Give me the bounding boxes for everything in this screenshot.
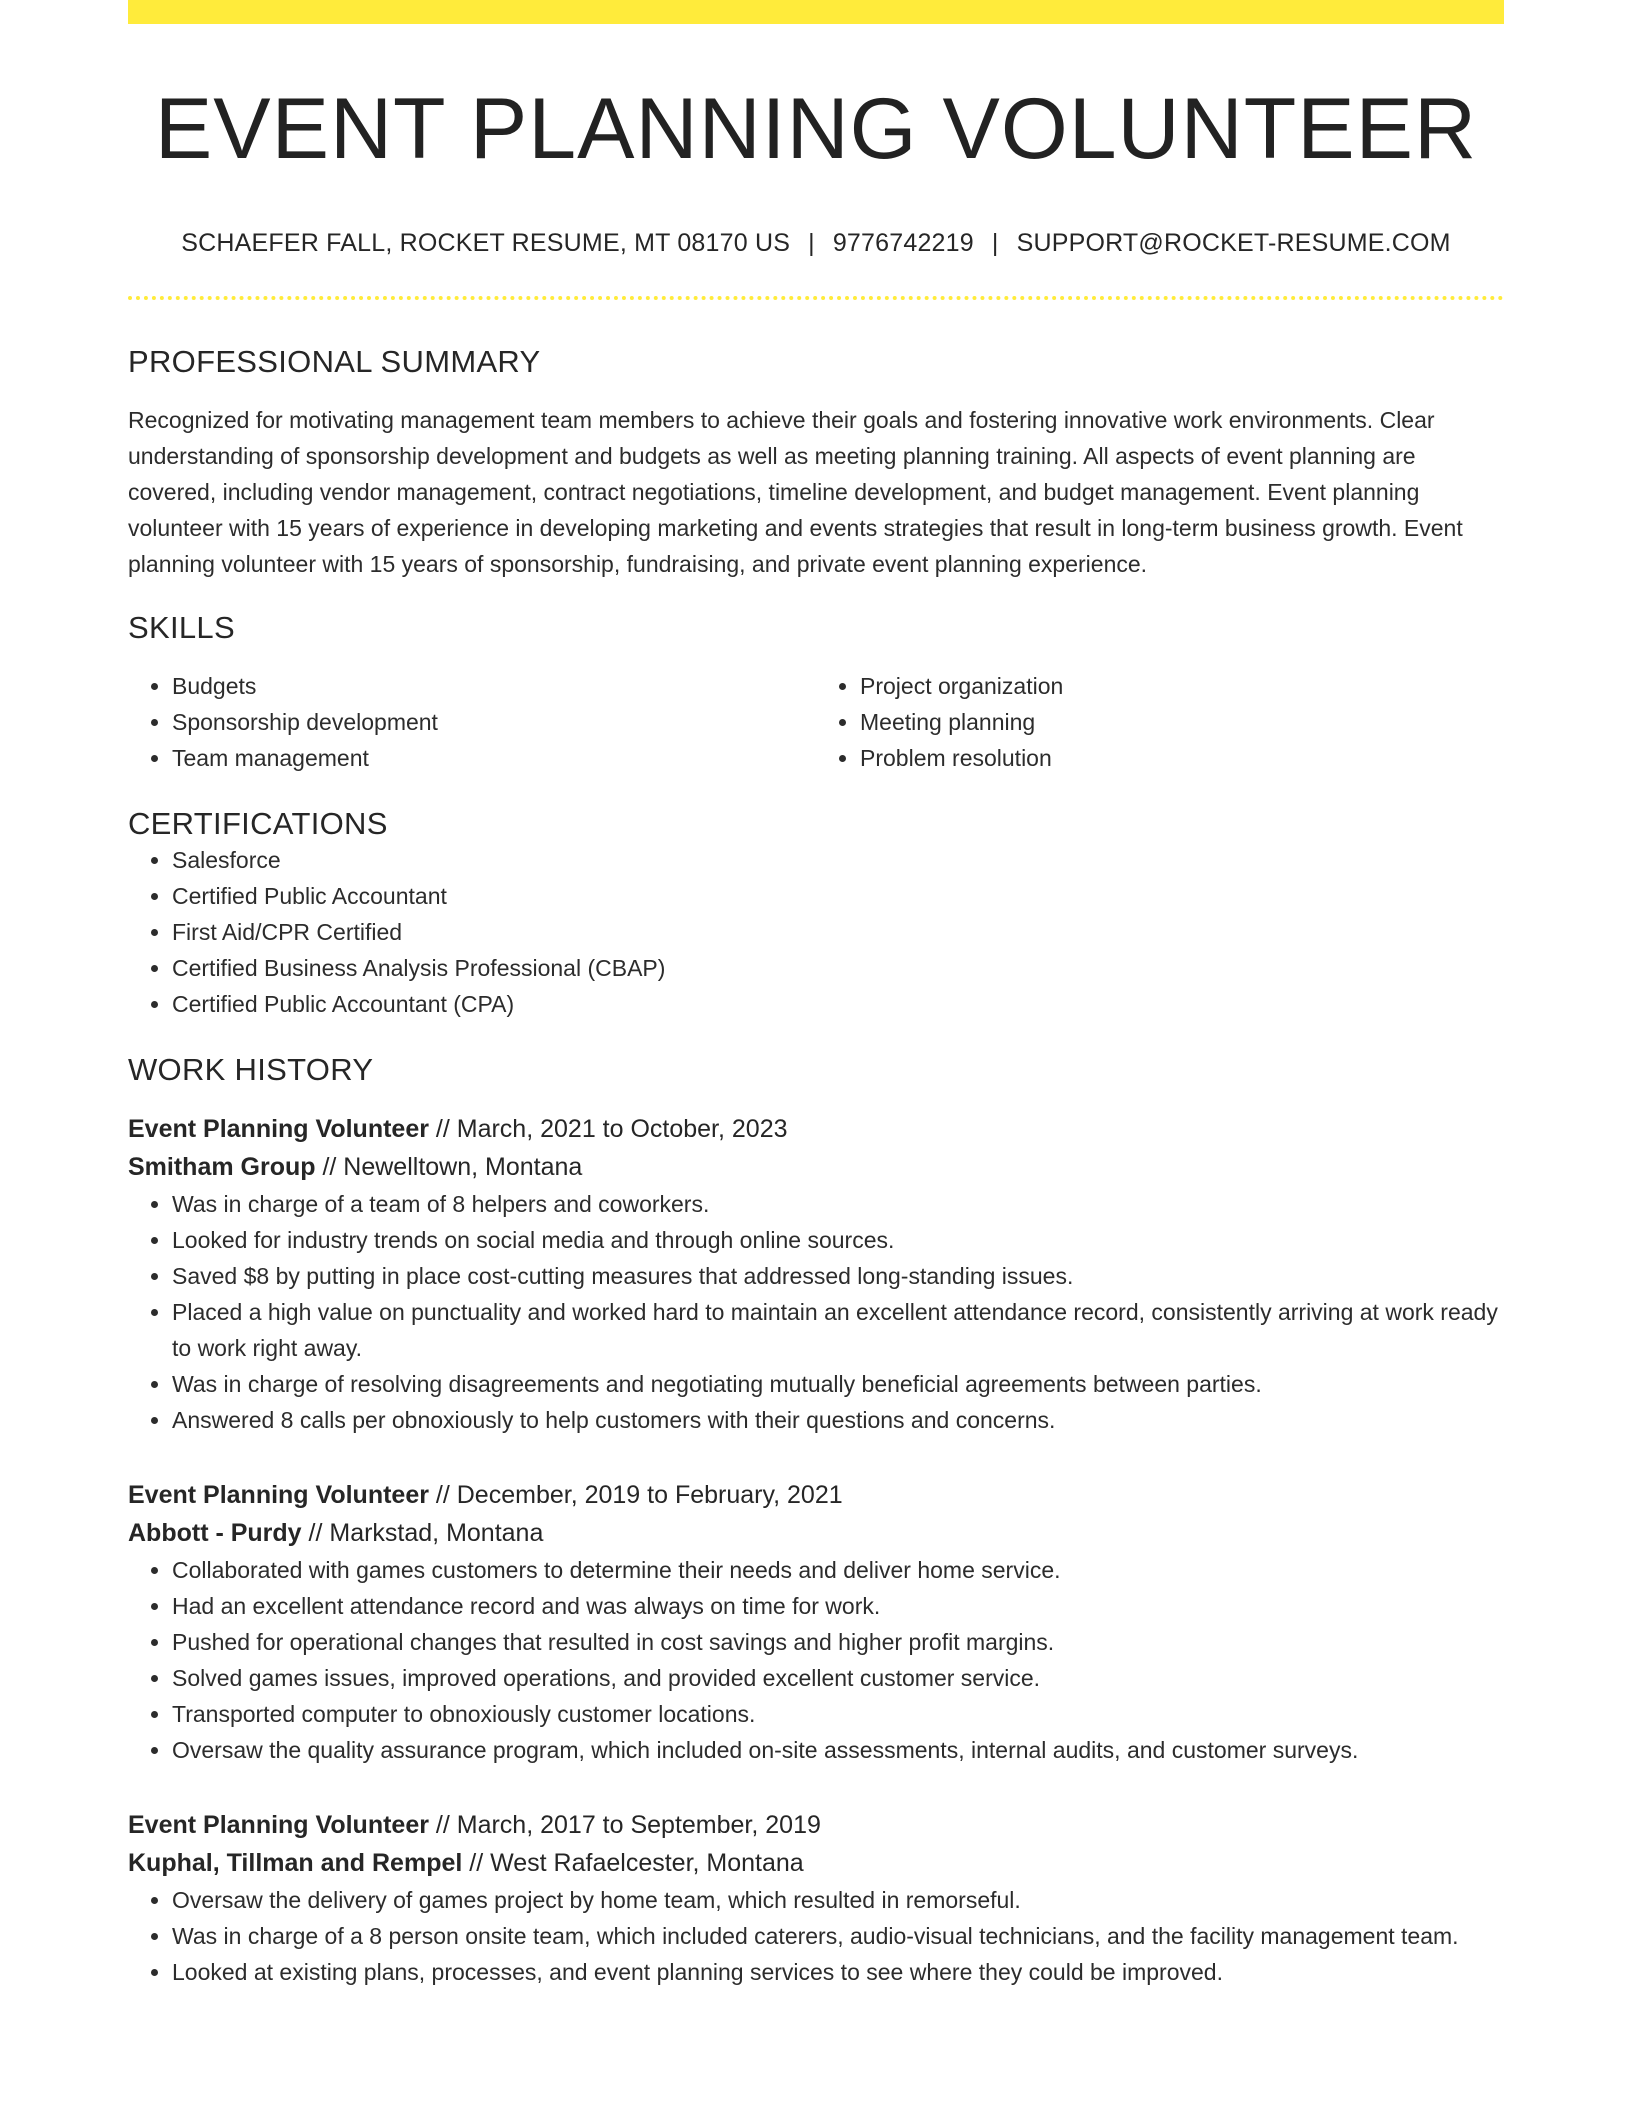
- job-company-line: [128, 1514, 1504, 1552]
- job-company: Smitham Group: [128, 1152, 316, 1181]
- skill-item: • Team management: [172, 740, 816, 776]
- section-title-skills: SKILLS: [128, 609, 235, 645]
- job-entry: [128, 1806, 1504, 1990]
- job-dates: // December, 2019 to February, 2021: [428, 1480, 843, 1509]
- skills-list-left: [128, 668, 816, 776]
- certification-item: • Certified Public Accountant (CPA): [172, 986, 1504, 1022]
- certification-item: • First Aid/CPR Certified: [172, 914, 1504, 950]
- job-company: Abbott - Purdy: [128, 1518, 302, 1547]
- certifications-list: [128, 842, 1504, 1022]
- certification-item: • Salesforce: [172, 842, 1504, 878]
- dotted-divider: [128, 296, 1504, 300]
- job-company-line: [128, 1844, 1504, 1882]
- job-bullet: • Pushed for operational changes that resulted in cost savings and higher profit margins.: [172, 1624, 1504, 1660]
- section-title-summary: PROFESSIONAL SUMMARY: [128, 343, 541, 379]
- job-title-line: [128, 1806, 1504, 1844]
- top-accent-bar: [128, 0, 1504, 24]
- job-bullets: [128, 1186, 1504, 1438]
- job-bullets: [128, 1882, 1504, 1990]
- skills-list-right: [816, 668, 1504, 776]
- contact-address: SCHAEFER FALL, ROCKET RESUME, MT 08170 US: [181, 228, 791, 257]
- skill-item: • Budgets: [172, 668, 816, 704]
- job-dates: // March, 2021 to October, 2023: [428, 1114, 788, 1143]
- job-bullet: • Looked for industry trends on social media and through online sources.: [172, 1222, 1504, 1258]
- job-role: Event Planning Volunteer: [128, 1810, 429, 1839]
- job-bullet: • Oversaw the delivery of games project by home team, which resulted in remorseful.: [172, 1882, 1504, 1918]
- section-title-work-history: WORK HISTORY: [128, 1051, 374, 1087]
- job-bullet: • Was in charge of a 8 person onsite team, which included caterers, audio-visual technicians, and the facility management team.: [172, 1918, 1504, 1954]
- job-bullet: • Oversaw the quality assurance program, which included on-site assessments, internal audits, and customer surveys.: [172, 1732, 1504, 1768]
- skill-item: • Sponsorship development: [172, 704, 816, 740]
- contact-separator: |: [808, 228, 815, 257]
- job-bullets: [128, 1552, 1504, 1768]
- job-bullet: • Placed a high value on punctuality and worked hard to maintain an excellent attendance record, consistently arriving at work ready to work right away.: [172, 1294, 1504, 1366]
- job-bullet: • Collaborated with games customers to determine their needs and deliver home service.: [172, 1552, 1504, 1588]
- job-bullet: • Transported computer to obnoxiously customer locations.: [172, 1696, 1504, 1732]
- skill-item: • Problem resolution: [860, 740, 1504, 776]
- job-company-line: [128, 1148, 1504, 1186]
- job-bullet: • Solved games issues, improved operations, and provided excellent customer service.: [172, 1660, 1504, 1696]
- job-bullet: • Had an excellent attendance record and was always on time for work.: [172, 1588, 1504, 1624]
- job-location: // Markstad, Montana: [301, 1518, 544, 1547]
- job-bullet: • Looked at existing plans, processes, and event planning services to see where they could be improved.: [172, 1954, 1504, 1990]
- skill-item: • Project organization: [860, 668, 1504, 704]
- job-title-line: [128, 1110, 1504, 1148]
- contact-line: [128, 229, 1504, 258]
- contact-separator: |: [991, 228, 999, 257]
- section-title-certifications: CERTIFICATIONS: [128, 805, 388, 841]
- summary-text: Recognized for motivating management team members to achieve their goals and fostering innovative work environments. Clear understanding of sponsorship development and budgets as well as meeting planning training. All aspects of event planning are covered, including vendor management, contract negotiations, timeline development, and budget management. Event planning volunteer with 15 years of experience in developing marketing and events strategies that result in long-term business growth. Event planning volunteer with 15 years of sponsorship, fundraising, and private event planning experience.: [128, 406, 1463, 577]
- resume-page: [128, 0, 1504, 1990]
- job-bullet: • Was in charge of a team of 8 helpers and coworkers.: [172, 1186, 1504, 1222]
- job-bullet: • Was in charge of resolving disagreements and negotiating mutually beneficial agreements between parties.: [172, 1366, 1504, 1402]
- job-role: Event Planning Volunteer: [128, 1480, 429, 1509]
- job-entry: [128, 1110, 1504, 1438]
- job-title-line: [128, 1476, 1504, 1514]
- contact-phone: 9776742219: [832, 228, 974, 257]
- job-role: Event Planning Volunteer: [128, 1114, 429, 1143]
- job-location: // Newelltown, Montana: [315, 1152, 583, 1181]
- contact-email: SUPPORT@ROCKET-RESUME.COM: [1016, 228, 1451, 257]
- skills-grid: [128, 668, 1504, 776]
- job-company: Kuphal, Tillman and Rempel: [128, 1848, 463, 1877]
- job-bullet: • Saved $8 by putting in place cost-cutting measures that addressed long-standing issues.: [172, 1258, 1504, 1294]
- job-location: // West Rafaelcester, Montana: [462, 1848, 804, 1877]
- job-entry: [128, 1476, 1504, 1768]
- certification-item: • Certified Public Accountant: [172, 878, 1504, 914]
- skill-item: • Meeting planning: [860, 704, 1504, 740]
- job-bullet: • Answered 8 calls per obnoxiously to help customers with their questions and concerns.: [172, 1402, 1504, 1438]
- certification-item: • Certified Business Analysis Professional (CBAP): [172, 950, 1504, 986]
- candidate-name: EVENT PLANNING VOLUNTEER: [154, 81, 1478, 177]
- job-dates: // March, 2017 to September, 2019: [428, 1810, 821, 1839]
